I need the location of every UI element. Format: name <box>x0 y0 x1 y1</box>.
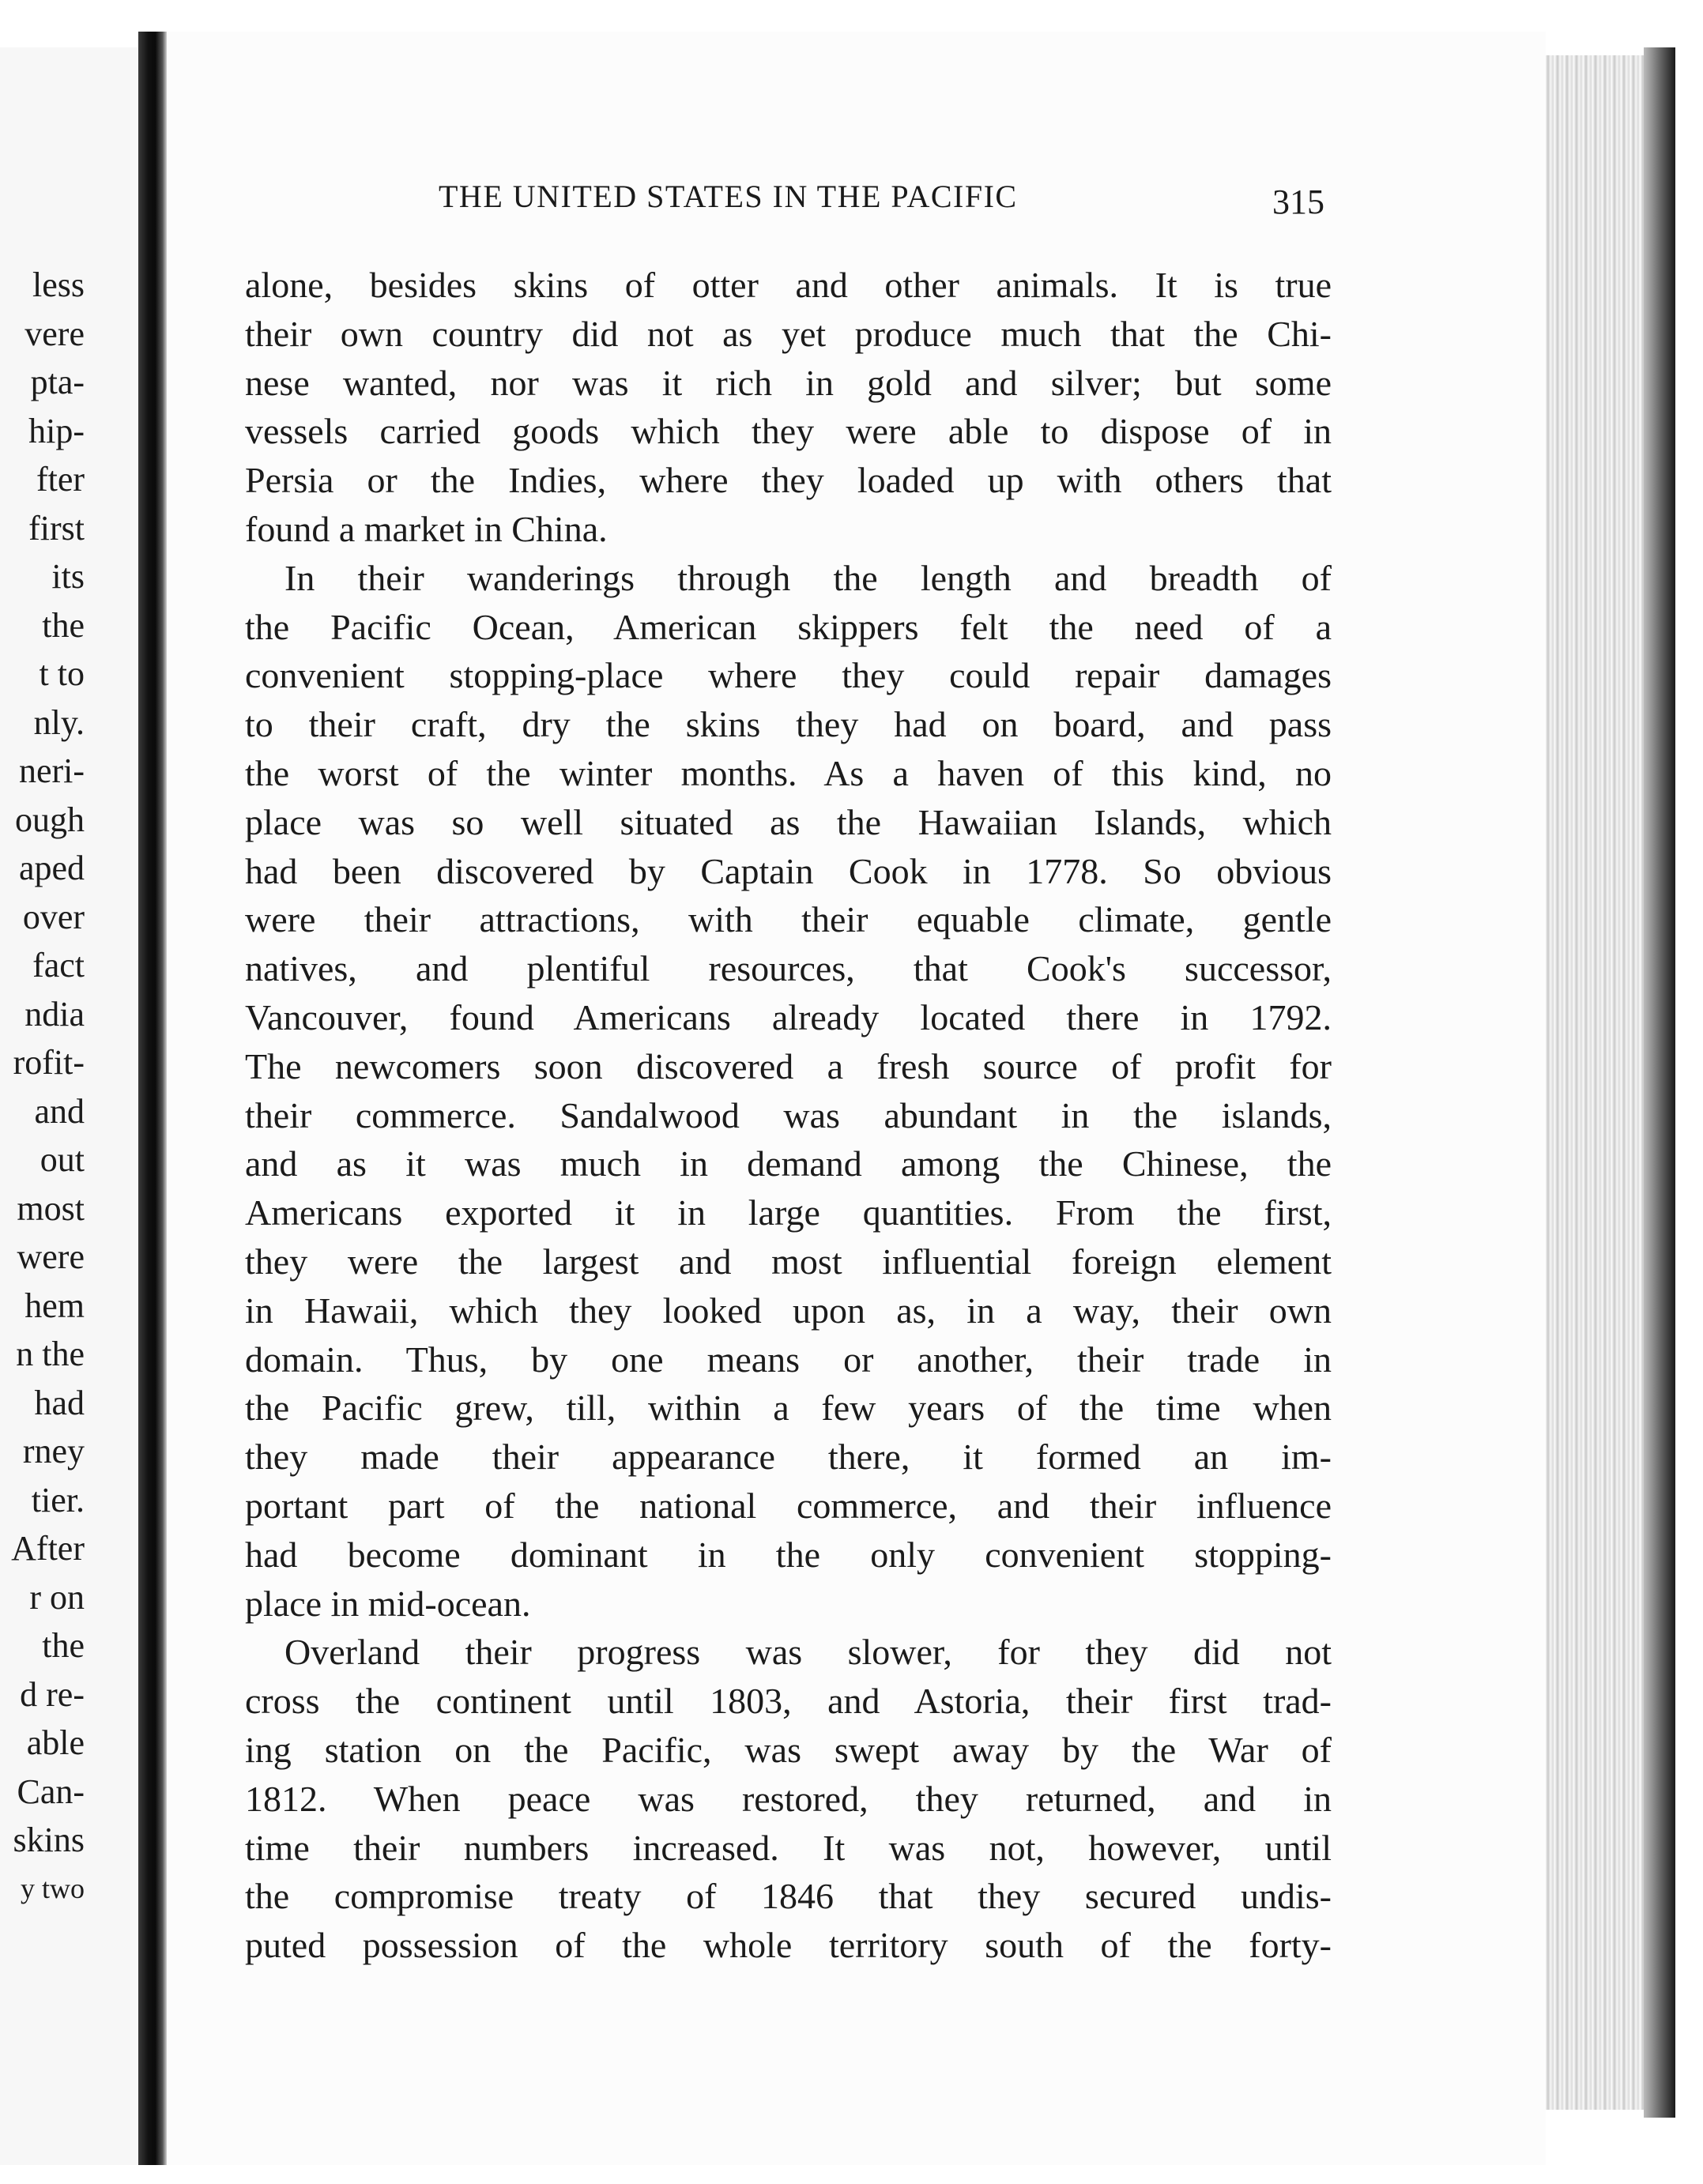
running-head: THE UNITED STATES IN THE PACIFIC <box>439 179 1018 214</box>
text-line: domain. Thus, by one means or another, their trade in <box>245 1339 1332 1380</box>
left-line: its <box>51 557 85 596</box>
text-line: vessels carried goods which they were able to dispose of in <box>245 411 1332 452</box>
left-line: After <box>11 1529 85 1568</box>
text-line: puted possession of the whole territory south of the forty- <box>245 1925 1332 1966</box>
text-line: the compromise treaty of 1846 that they secured undis- <box>245 1876 1332 1917</box>
text-line: the Pacific grew, till, within a few years of the time when <box>245 1388 1332 1429</box>
text-line: and as it was much in demand among the Chinese, the <box>245 1143 1332 1184</box>
text-line: cross the continent until 1803, and Astoria, their first trad- <box>245 1681 1332 1722</box>
text-line: portant part of the national commerce, and their influence <box>245 1485 1332 1526</box>
text-line: place in mid-ocean. <box>245 1583 531 1624</box>
page-edge-shadow <box>1644 47 1675 2118</box>
left-line: vere <box>24 314 85 353</box>
left-line: able <box>26 1723 85 1762</box>
text-line: ing station on the Pacific, was swept away by the War of <box>245 1729 1332 1770</box>
text-line: to their craft, dry the skins they had on board, and pass <box>245 704 1332 745</box>
left-line: fact <box>32 946 85 985</box>
text-line: they made their appearance there, it formed an im- <box>245 1437 1332 1478</box>
left-line: had <box>34 1383 85 1422</box>
text-line: In their wanderings through the length and breadth of <box>284 557 1332 598</box>
left-line: were <box>17 1237 85 1276</box>
left-line: rofit- <box>13 1043 85 1082</box>
paragraph <box>245 554 1332 1629</box>
text-line: the worst of the winter months. As a haven of this kind, no <box>245 752 1332 793</box>
text-line: the Pacific Ocean, American skippers felt the need of a <box>245 606 1332 647</box>
text-line: Vancouver, found Americans already located there in 1792. <box>245 996 1332 1037</box>
text-line: convenient stopping-place where they could repair damages <box>245 655 1332 696</box>
left-line: y two <box>21 1872 85 1904</box>
left-line: Can- <box>17 1772 85 1811</box>
left-line: skins <box>13 1821 85 1859</box>
scan-margin <box>1675 0 1703 2184</box>
text-line: nese wanted, nor was it rich in gold and silver; but some <box>245 362 1332 403</box>
left-line: ndia <box>24 994 85 1034</box>
text-line: alone, besides skins of otter and other animals. It is true <box>245 265 1332 305</box>
left-line: fter <box>36 460 85 499</box>
left-line: neri- <box>18 751 85 790</box>
text-line: Persia or the Indies, where they loaded up with others that <box>245 460 1332 501</box>
left-line: nly. <box>33 702 85 742</box>
left-line: the <box>42 605 85 645</box>
left-line: r on <box>29 1577 85 1617</box>
scan-bottom-margin <box>138 2165 1703 2184</box>
text-line: were their attractions, with their equable climate, gentle <box>245 899 1332 940</box>
left-line: first <box>28 508 85 548</box>
book-gutter <box>138 32 167 2165</box>
left-line: hip- <box>28 411 85 450</box>
text-line: their own country did not as yet produce much that the Chi- <box>245 313 1332 354</box>
text-line: had been discovered by Captain Cook in 1778. So obvious <box>245 850 1332 891</box>
text-line: they were the largest and most influential foreign element <box>245 1241 1332 1282</box>
left-line: t to <box>39 654 85 693</box>
left-facing-page <box>0 47 138 2165</box>
left-line: d re- <box>20 1674 85 1714</box>
left-line: rney <box>22 1432 85 1470</box>
text-line: in Hawaii, which they looked upon as, in a way, their own <box>245 1290 1332 1331</box>
text-line: Overland their progress was slower, for they did not <box>284 1632 1332 1673</box>
body-text <box>245 261 1332 1970</box>
left-line: over <box>22 897 85 936</box>
left-line: tier. <box>31 1480 85 1519</box>
text-line: The newcomers soon discovered a fresh source of profit for <box>245 1045 1332 1086</box>
left-line: the <box>42 1626 85 1665</box>
left-line: ough <box>15 800 85 839</box>
left-line: and <box>34 1091 85 1131</box>
text-line: natives, and plentiful resources, that Cook's successor, <box>245 948 1332 989</box>
left-line: less <box>32 265 85 304</box>
text-line: place was so well situated as the Hawaiian Islands, which <box>245 801 1332 842</box>
text-line: time their numbers increased. It was not, however, until <box>245 1827 1332 1868</box>
left-line: aped <box>18 849 85 887</box>
left-line: most <box>17 1188 85 1228</box>
text-line: 1812. When peace was restored, they returned, and in <box>245 1778 1332 1819</box>
left-line: pta- <box>30 363 85 401</box>
paragraph <box>245 1628 1332 1970</box>
left-line: hem <box>24 1286 85 1325</box>
paragraph <box>245 261 1332 554</box>
page-number: 315 <box>1272 183 1324 221</box>
left-page-fragments <box>11 261 85 1913</box>
text-line: had become dominant in the only convenient stopping- <box>245 1534 1332 1575</box>
text-line: found a market in China. <box>245 508 608 549</box>
left-line: out <box>40 1140 85 1179</box>
left-line: n the <box>16 1335 85 1373</box>
text-line: their commerce. Sandalwood was abundant in the islands, <box>245 1094 1332 1135</box>
text-line: Americans exported it in large quantities. From the first, <box>245 1192 1332 1233</box>
